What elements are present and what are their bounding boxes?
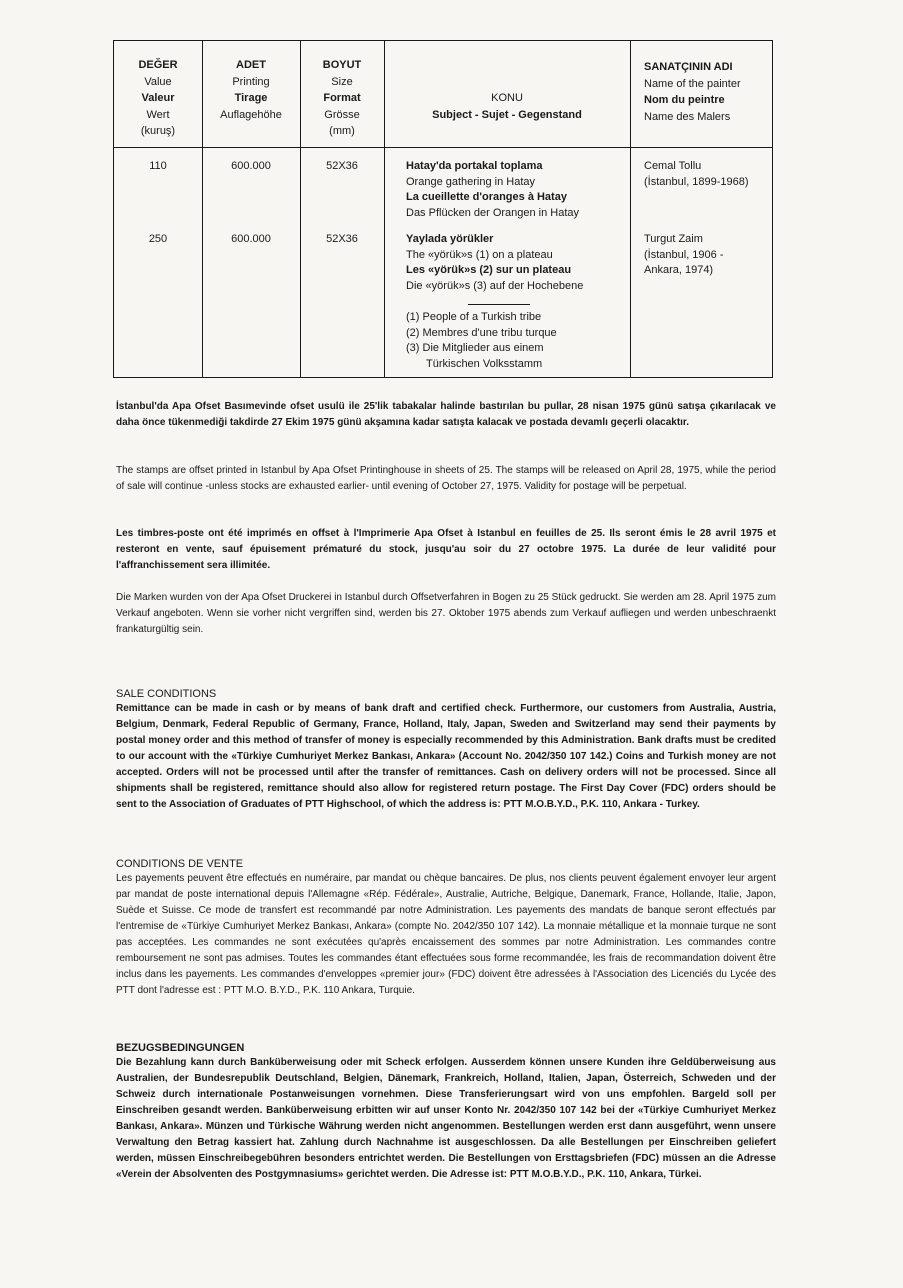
header-size-de: Grösse [324,108,360,121]
header-value-en: Value [144,75,172,88]
column-divider [630,41,631,377]
row2-painter-dates-cont: Ankara, 1974) [644,264,714,276]
header-value-de: Wert [146,108,170,121]
header-printing-fr: Tirage [234,92,268,104]
header-subject-tr: KONU [491,92,523,104]
row2-value: 250 [148,233,168,245]
header-value-tr: DEĞER [138,59,178,71]
row2-subject-en: The «yörük»s (1) on a plateau [406,248,553,261]
header-painter-tr: SANATÇININ ADI [644,61,733,73]
footnote-2: (2) Membres d'une tribu turque [406,326,557,339]
bezugsbedingungen-heading: BEZUGSBEDINGUNGEN [116,1042,245,1054]
row2-subject-de: Die «yörük»s (3) auf der Hochebene [406,279,584,292]
footnote-3-cont: Türkischen Volksstamm [426,357,543,370]
row1-subject-tr: Hatay'da portakal toplama [406,160,543,172]
row2-painter [644,232,724,279]
footnote-1: (1) People of a Turkish tribe [406,311,542,323]
header-printing-tr: ADET [236,59,266,71]
header-value-fr: Valeur [141,92,175,104]
footnote-3: (3) Die Mitglieder aus einem [406,342,544,354]
header-painter-de: Name des Malers [644,110,731,123]
header-subject-multi: Subject - Sujet - Gegenstand [432,108,582,121]
conditions-de-vente-heading: CONDITIONS DE VENTE [116,858,244,870]
row2-painter-dates: (İstanbul, 1906 - [644,248,724,261]
row1-subject-en: Orange gathering in Hatay [406,175,536,188]
row1-painter-name: Cemal Tollu [644,160,702,172]
sale-conditions-heading: SALE CONDITIONS [116,688,217,700]
header-size-tr: BOYUT [322,59,362,71]
footnote-separator [468,304,530,305]
header-painter-fr: Nom du peintre [644,94,725,106]
sale-conditions-text: Remittance can be made in cash or by means of bank draft and certified check. Furthermore, our customers from Australia, Austria, Belgium, Denmark, Federal Republic of Germany, France, Holland, Italy, Japan, Sweden and Switzerland may send their payments by postal money order and this method of transfer of money is especially recommended by this Administration. Bank drafts must be credited to our account with the «Türkiye Cumhuriyet Merkez Bankası, Ankara» (Account No. 2042/350 107 142.) Coins and Turkish money are not accepted. Orders will not be processed until after the transfer of remittances. Cash on delivery orders will not be processed. Since all shipments shall be registered, remittance should also allow for registered return postage. The First Day Cover (FDC) orders should be sent to the Association of Graduates of PTT Highschool, of which the address is: PTT M.O.B.Y.D., P.K. 110, Ankara - Turkey. [116,703,776,810]
row2-subject-fr: Les «yörük»s (2) sur un plateau [406,264,572,276]
header-size-unit: (mm) [329,125,355,137]
header-painter-en: Name of the painter [644,77,741,90]
header-size-en: Size [331,75,353,88]
header-printing [202,57,300,123]
header-value [114,57,202,140]
row2-painter-name: Turgut Zaim [644,233,703,245]
stamp-table [113,40,773,378]
row1-value: 110 [149,160,167,172]
conditions-de-vente-text: Les payements peuvent être effectués en numéraire, par mandat ou chèque bancaires. De plus, nos clients peuvent également envoyer leur argent par mandat de poste international depuis l'Allemagne «Rép. Fédérale», Australie, Autriche, Belgique, Danemark, France, Hollande, Italie, Japon, Suède et Suisse. Ce mode de transfert est recommandé par notre Administration. Les payements des mandats de banque seront effectués par l'entremise de «Türkiye Cumhuriyet Merkez Bankası, Ankara» (compte No. 2042/350 107 142). La monnaie métallique et la monnaie turque ne sont pas acceptées. Les commandes ne sont exécutées qu'après encaissement des sommes par notre Administration. Les commandes contre remboursement ne sont pas admises. Toutes les commandes étant effectuées sous forme recommandée, les frais de recommandation doivent être inclus dans les payements. Les commandes d'enveloppes «premier jour» (FDC) doivent être adressées à l'Association des Licenciés du Lycée des PTT dont l'adresse est : PTT M.O. B.Y.D., P.K. 110 Ankara, Turquie. [116,873,776,996]
row1-subject [406,159,579,221]
paragraph-english: The stamps are offset printed in Istanbul by Apa Ofset Printinghouse in sheets of 25. The stamps will be released on April 28, 1975, while the period of sale will continue -unless stocks are exhausted earlier- until evening of October 27, 1975. Validity for postage will be perpetual. [116,465,776,492]
row2-printing: 600.000 [231,233,271,245]
paragraph-french: Les timbres-poste ont été imprimés en offset à l'Imprimerie Apa Ofset à Istanbul en feuilles de 25. Ils seront émis le 28 avril 1975 et resteront en vente, sauf épuisement prématuré du stock, jusqu'au soir du 27 octobre 1975. La durée de leur validité pour l'affranchissement sera illimitée. [116,528,776,571]
row1-size: 52X36 [326,160,358,172]
row1-painter [644,159,749,190]
row2-subject-tr: Yaylada yörükler [406,233,494,245]
header-printing-en: Printing [232,75,270,88]
row1-printing: 600.000 [231,160,271,172]
row2-size: 52X36 [326,233,358,245]
header-printing-de: Auflagehöhe [220,108,282,121]
row2-subject [406,232,583,372]
header-divider [114,147,772,148]
bezugsbedingungen-text: Die Bezahlung kann durch Banküberweisung oder mit Scheck erfolgen. Ausserdem können unsere Kunden ihre Geldüberweisung aus Australien, der Bundesrepublik Deutschland, Belgien, Dänemark, Frankreich, Holland, Italien, Japan, Österreich, Schweden und der Schweiz durch internationale Postanweisungen vornehmen. Diese Transferierungsart wird von uns empfohlen. Bargeld soll per Einschreiben gesandt werden. Banküberweisung erbitten wir auf unser Konto Nr. 2042/350 107 142 bei der «Türkiye Cumhuriyet Merkez Bankası, Ankara». Münzen und Türkische Währung werden nicht angenommen. Bestellungen werden erst dann ausgeführt, wenn unsere Verwaltung den Betrag kassiert hat. Zahlung durch Nachnahme ist ausgeschlossen. Da alle Bestellungen per Einschreiben geliefert werden, müssen Einschreibegebühren besonders entrichtet werden. Die Bestellungen von Ersttagsbriefen (FDC) müssen an die Adresse «Verein der Absolventen des Postgymnasiums» gerichtet werden. Die Adresse ist: PTT M.O.B.Y.D., P.K. 110, Ankara, Türkei. [116,1057,776,1180]
header-size [300,57,384,140]
paragraph-german: Die Marken wurden von der Apa Ofset Druckerei in Istanbul durch Offsetverfahren in Bogen zu 25 Stück gedruckt. Sie werden am 28. April 1975 zum Verkauf angeboten. Wenn sie vorher nicht vergriffen sind, werden bis 27. Oktober 1975 abends zum Verkauf aufliegen und werden unbeschraenkt frankaturgültig sein. [116,592,776,635]
paragraph-turkish: İstanbul'da Apa Ofset Basımevinde ofset usulü ile 25'lik tabakalar halinde bastırılan bu pullar, 28 nisan 1975 günü satışa çıkarılacak ve daha önce tükenmediği takdirde 27 Ekim 1975 günü akşamına kadar satışta kalacak ve postada devamlı geçerli olacaktır. [116,401,776,428]
row1-subject-de: Das Pflücken der Orangen in Hatay [406,206,580,219]
header-painter [644,59,774,125]
header-size-fr: Format [323,92,361,104]
row1-subject-fr: La cueillette d'oranges à Hatay [406,191,567,203]
row1-painter-dates: (İstanbul, 1899-1968) [644,175,749,188]
header-subject [384,90,630,123]
header-value-unit: (kuruş) [140,125,176,137]
